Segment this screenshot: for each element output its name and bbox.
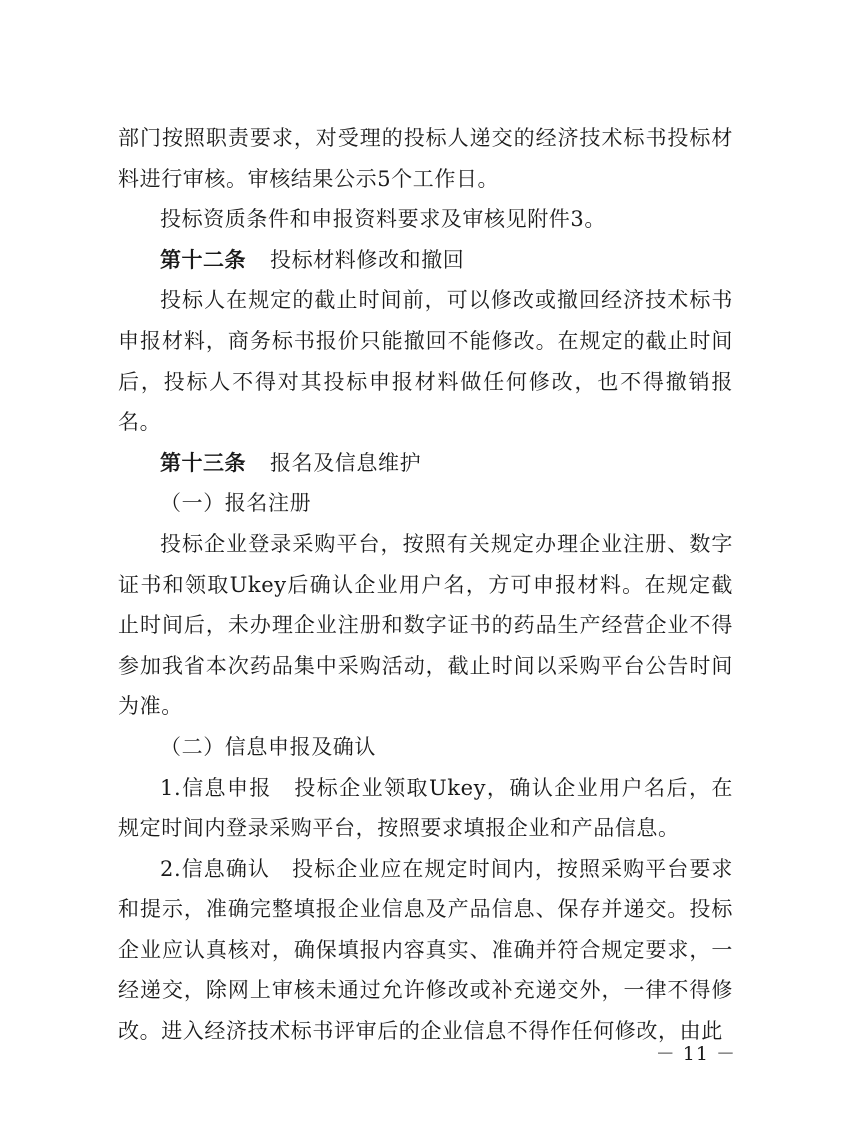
paragraph-info-declaration: 1.信息申报 投标企业领取Ukey，确认企业用户名后，在规定时间内登录采购平台，按照要求填报企业和产品信息。 — [118, 775, 733, 841]
paragraph-continuation: 部门按照职责要求，对受理的投标人递交的经济技术标书投标材料进行审核。审核结果公示5个工作日。 — [118, 126, 733, 191]
paragraph-info-confirmation: 2.信息确认 投标企业应在规定时间内，按照采购平台要求和提示，准确完整填报企业信息及产品信息、保存并递交。投标企业应认真核对，确保填报内容真实、准确并符合规定要求，一经递交，除网上审核未通过允许修改或补充递交外，一律不得修改。进入经济技术标书评审后的企业信息不得作任何修改，由此 — [118, 856, 733, 1044]
article-12-title: 投标材料修改和撤回 — [270, 247, 465, 272]
paragraph-qualification-note: 投标资质条件和申报资料要求及审核见附件3。 — [160, 207, 606, 232]
page-number: － 11 － — [655, 1043, 736, 1065]
subheading-registration: （一）报名注册 — [160, 491, 312, 516]
article-12-heading — [118, 240, 733, 281]
article-13-heading — [118, 443, 733, 484]
article-12-number: 第十二条 — [160, 247, 246, 272]
paragraph-registration-body: 投标企业登录采购平台，按照有关规定办理企业注册、数字证书和领取Ukey后确认企业用户名，方可申报材料。在规定截止时间后，未办理企业注册和数字证书的药品生产经营企业不得参加我省本次药品集中采购活动，截止时间以采购平台公告时间为准。 — [118, 531, 733, 719]
article-13-number: 第十三条 — [160, 450, 246, 475]
document-body — [118, 118, 733, 1052]
subheading-info-declaration: （二）信息申报及确认 — [160, 734, 376, 759]
article-13-title: 报名及信息维护 — [270, 450, 422, 475]
paragraph-article-12-body: 投标人在规定的截止时间前，可以修改或撤回经济技术标书申报材料，商务标书报价只能撤回不能修改。在规定的截止时间后，投标人不得对其投标申报材料做任何修改，也不得撤销报名。 — [118, 288, 733, 435]
